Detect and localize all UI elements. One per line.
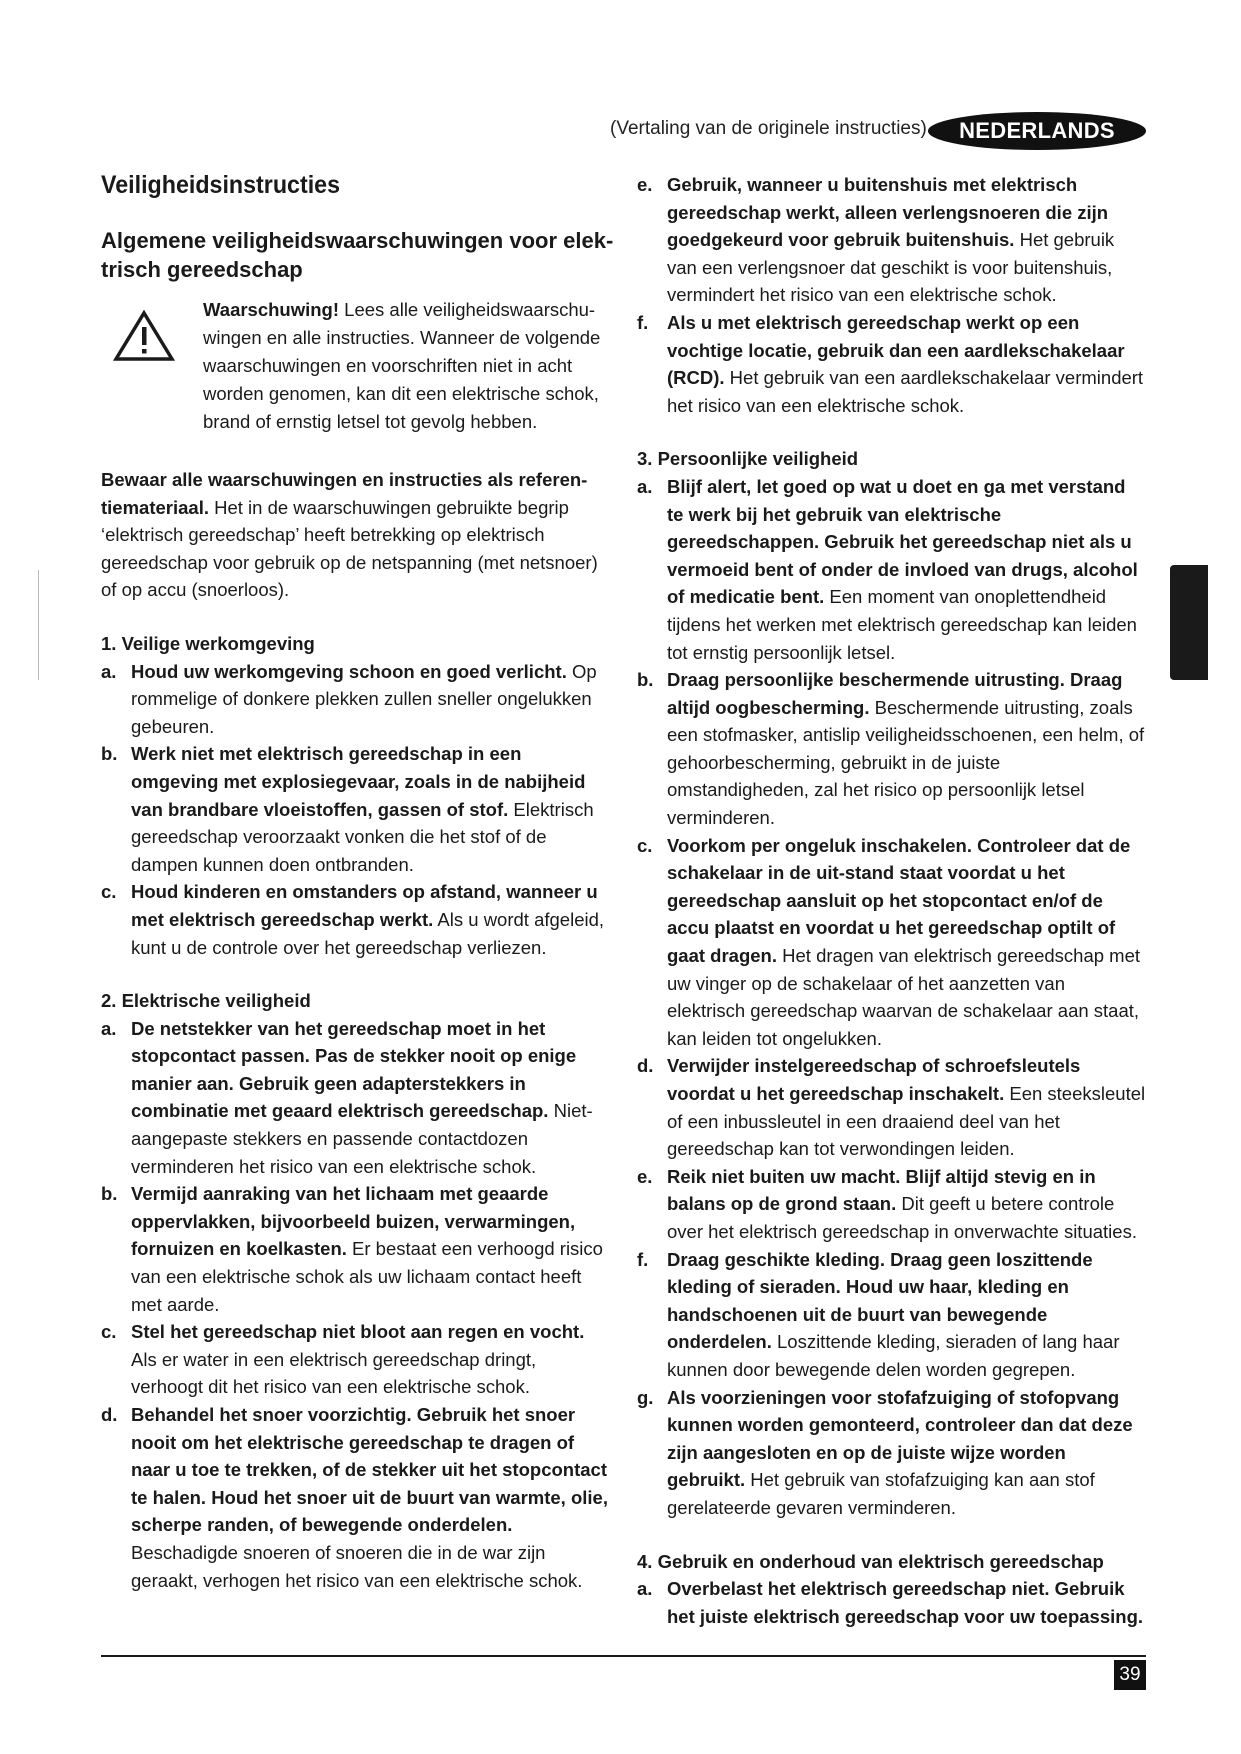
list-item — [101, 1180, 608, 1318]
language-badge: NEDERLANDS — [928, 112, 1146, 150]
item-text: Het gebruik van stofafzuiging kan aan stof gerelateerde gevaren verminderen. — [667, 1469, 1095, 1518]
section-2-list — [101, 1015, 608, 1594]
item-text: Als u wordt afgeleid, kunt u de controle over het gereedschap verliezen. — [131, 908, 605, 958]
item-text: Het dragen van elektrisch gereedschap met uw vinger op de schakelaar of het aanzetten van elektrisch gereedschap waarvan de schakelaar aan staat, kan leiden tot ongelukken. — [667, 945, 1141, 1049]
item-text: Er bestaat een verhoogd risico van een elektrische schok als uw lichaam contact heeft met aarde. — [131, 1238, 603, 1315]
keep-instructions — [101, 466, 608, 604]
item-text: Dit geeft u betere controle over het elektrisch gereedschap in onverwachte situaties. — [667, 1193, 1137, 1242]
item-body — [131, 740, 608, 878]
item-bold-text: Houd uw werkomgeving schoon en goed verlicht. — [131, 660, 567, 682]
item-bold-text: De netstekker van het gereedschap moet in het stopcontact passen. Pas de stekker nooit op enige manier aan. Gebruik geen adapterstekkers in combinatie met geaard elektrisch gereedschap. — [131, 1017, 577, 1122]
item-bold-text: Draag persoonlijke beschermende uitrusting. Draag altijd oogbescherming. — [667, 669, 1123, 718]
keep-instructions-bold: Bewaar alle waarschuwingen en instructies als referen-tiemateriaal. — [101, 469, 588, 518]
section-3-list — [637, 473, 1147, 1522]
item-body — [667, 171, 1147, 309]
section-heading-1: 1. Veilige werkomgeving — [101, 632, 315, 654]
item-body — [131, 1180, 608, 1318]
warning-block — [101, 296, 608, 436]
item-bold-text: Verwijder instelgereedschap of schroefsleutels voordat u het gereedschap inschakelt. — [667, 1055, 1081, 1104]
page-title: Veiligheidsinstructies — [101, 171, 341, 199]
item-body — [667, 473, 1147, 666]
keep-instructions-text: Het in de waarschuwingen gebruikte begrip ‘elektrisch gereedschap’ heeft betrekking op elektrisch gereedschap voor gebruik op de netspanning (met netsnoer) of op accu (snoerloos). — [101, 496, 598, 601]
footer-rule — [101, 1655, 1146, 1657]
item-bold-text: Als voorzieningen voor stofafzuiging of stofopvang kunnen worden gemonteerd, controleer dan dat deze zijn aangesloten en op de juiste wijze worden gebruikt. — [667, 1386, 1133, 1491]
right-column — [637, 171, 1147, 1630]
item-body — [667, 1052, 1147, 1162]
item-letter: d. — [101, 1404, 118, 1425]
list-item — [637, 171, 1147, 309]
item-text: Een moment van onoplettendheid tijdens het werken met elektrisch gereedschap kan leiden tot ernstig persoonlijk letsel. — [667, 586, 1137, 663]
list-item — [101, 1015, 608, 1181]
item-letter: e. — [637, 174, 653, 195]
thumb-index-tab — [1170, 565, 1208, 680]
item-body — [667, 1163, 1147, 1246]
item-letter: c. — [101, 881, 117, 903]
item-bold-text: Stel het gereedschap niet bloot aan regen en vocht. — [131, 1321, 585, 1343]
item-text: Niet-aangepaste stekkers en passende contactdozen verminderen het risico van een elektrische schok. — [131, 1100, 593, 1177]
item-letter: g. — [637, 1386, 654, 1408]
item-letter: a. — [637, 1578, 653, 1600]
list-item — [101, 658, 608, 741]
item-letter: c. — [637, 834, 653, 856]
item-bold-text: Draag geschikte kleding. Draag geen loszittende kleding of sieraden. Houd uw haar, kleding en handschoenen uit de buurt van bewegende onderdelen. — [667, 1248, 1093, 1353]
item-text: Het gebruik van een aardlekschakelaar vermindert het risico van een elektrische schok. — [667, 367, 1144, 416]
item-body — [667, 1575, 1147, 1630]
item-text: Loszittende kleding, sieraden of lang haar kunnen door bewegende delen worden gegrepen. — [667, 1331, 1120, 1380]
item-letter: b. — [101, 1183, 118, 1205]
item-text: Elektrisch gereedschap veroorzaakt vonken die het stof of de dampen kunnen doen ontbranden. — [131, 798, 594, 875]
list-item — [637, 309, 1147, 419]
item-text: Het gebruik van een verlengsnoer dat geschikt is voor buitenshuis, vermindert het risico van een elektrische schok. — [667, 229, 1115, 306]
item-letter: d. — [637, 1055, 654, 1077]
section-heading-3: 3. Persoonlijke veiligheid — [637, 448, 859, 470]
left-column — [101, 170, 614, 1594]
item-bold-text: Gebruik, wanneer u buitenshuis met elektrisch gereedschap werkt, alleen verlengsnoeren die zijn goedgekeurd voor gebruik buitenshuis. — [667, 174, 1109, 251]
item-bold-text: Voorkom per ongeluk inschakelen. Controleer dat de schakelaar in de uit-stand staat voordat u het gereedschap aansluit op het stopcontact en/of de accu plaatst en voordat u het gereedschap optilt of gaat dragen. — [667, 834, 1131, 967]
item-letter: f. — [637, 311, 649, 333]
item-letter: c. — [101, 1321, 117, 1343]
item-body — [667, 666, 1147, 832]
section-2-continued-list — [637, 171, 1147, 419]
list-item — [101, 740, 608, 878]
list-item — [637, 1052, 1147, 1162]
margin-mark — [38, 570, 39, 680]
item-body — [667, 309, 1147, 419]
section-1-list — [101, 658, 608, 962]
item-letter: b. — [637, 669, 654, 691]
item-letter: b. — [101, 743, 118, 765]
list-item — [637, 1575, 1147, 1630]
item-text: Beschermende uitrusting, zoals een stofmasker, antislip veiligheidsschoenen, een helm, of gehoorbescherming, gebruikt in de juiste omstandigheden, zal het risico op persoonlijk letsel verminderen. — [667, 696, 1145, 829]
list-item — [637, 473, 1147, 666]
item-letter: a. — [101, 1017, 117, 1039]
list-item — [637, 1384, 1147, 1522]
item-bold-text: Overbelast het elektrisch gereedschap niet. Gebruik het juiste elektrisch gereedschap voor uw toepassing. — [667, 1578, 1144, 1627]
item-body — [131, 1318, 608, 1401]
item-letter: a. — [637, 475, 653, 497]
list-item — [637, 1163, 1147, 1246]
warning-triangle-icon — [113, 310, 175, 362]
list-item — [637, 832, 1147, 1053]
item-bold-text: Reik niet buiten uw macht. Blijf altijd stevig en in balans op de grond staan. — [667, 1165, 1096, 1215]
item-bold-text: Als u met elektrisch gereedschap werkt op een vochtige locatie, gebruik dan een aardlekschakelaar (RCD). — [667, 311, 1125, 389]
item-text: Als er water in een elektrisch gereedschap dringt, verhoogt dit het risico van een elektrische schok. — [131, 1348, 537, 1398]
item-body — [131, 1015, 608, 1181]
list-item — [101, 1318, 608, 1401]
item-body — [131, 1401, 608, 1594]
list-item — [101, 1401, 608, 1594]
section-heading-2: 2. Elektrische veiligheid — [101, 990, 311, 1012]
warning-body: Lees alle veiligheidswaarschu-wingen en alle instructies. Wanneer de volgende waarschuwingen en voorschriften niet in acht worden genomen, kan dit een elektrische schok, brand of ernstig letsel tot gevolg hebben. — [203, 299, 601, 432]
header-subtitle: (Vertaling van de originele instructies) — [610, 118, 927, 139]
item-bold-text: Vermijd aanraking van het lichaam met geaarde oppervlakken, bijvoorbeeld buizen, verwarmingen, fornuizen en koelkasten. — [131, 1183, 576, 1260]
item-letter: f. — [637, 1248, 649, 1270]
section-4-list — [637, 1575, 1147, 1630]
item-bold-text: Werk niet met elektrisch gereedschap in een omgeving met explosiegevaar, zoals in de nabijheid van brandbare vloeistoffen, gassen of stof. — [131, 743, 586, 820]
warning-label: Waarschuwing! — [203, 299, 340, 320]
item-body — [667, 832, 1147, 1053]
list-item — [101, 878, 608, 961]
item-body — [131, 658, 608, 741]
item-letter: e. — [637, 1165, 653, 1187]
item-text: Beschadigde snoeren of snoeren die in de war zijn geraakt, verhogen het risico van een elektrische schok. — [131, 1541, 583, 1591]
item-text: Op rommelige of donkere plekken zullen sneller ongelukken gebeuren. — [131, 660, 597, 737]
item-bold-text: Behandel het snoer voorzichtig. Gebruik het snoer nooit om het elektrische gereedschap te dragen of naar u toe te trekken, of de stekker uit het stopcontact te halen. Houd het snoer uit de buurt van warmte, olie, scherpe randen, of bewegende onderdelen. — [131, 1404, 608, 1536]
section-heading-4: 4. Gebruik en onderhoud van elektrisch gereedschap — [637, 1550, 1104, 1572]
item-bold-text: Houd kinderen en omstanders op afstand, wanneer u met elektrisch gereedschap werkt. — [131, 881, 598, 930]
section-subtitle: Algemene veiligheidswaarschuwingen voor elek-trisch gereedschap — [101, 228, 614, 282]
list-item — [637, 1246, 1147, 1384]
page-number: 39 — [1114, 1660, 1146, 1690]
item-text: Een steeksleutel of een inbussleutel in een draaiend deel van het gereedschap kan tot verwondingen leiden. — [667, 1083, 1146, 1160]
item-bold-text: Blijf alert, let goed op wat u doet en ga met verstand te werk bij het gebruik van elektrische gereedschappen. Gebruik het gereedschap niet als u vermoeid bent of onder de invloed van drugs, alcohol of medicatie bent. — [667, 475, 1138, 608]
item-body — [667, 1384, 1147, 1522]
item-body — [667, 1246, 1147, 1384]
item-letter: a. — [101, 660, 117, 682]
warning-text — [203, 296, 603, 436]
item-body — [131, 878, 608, 961]
list-item — [637, 666, 1147, 832]
